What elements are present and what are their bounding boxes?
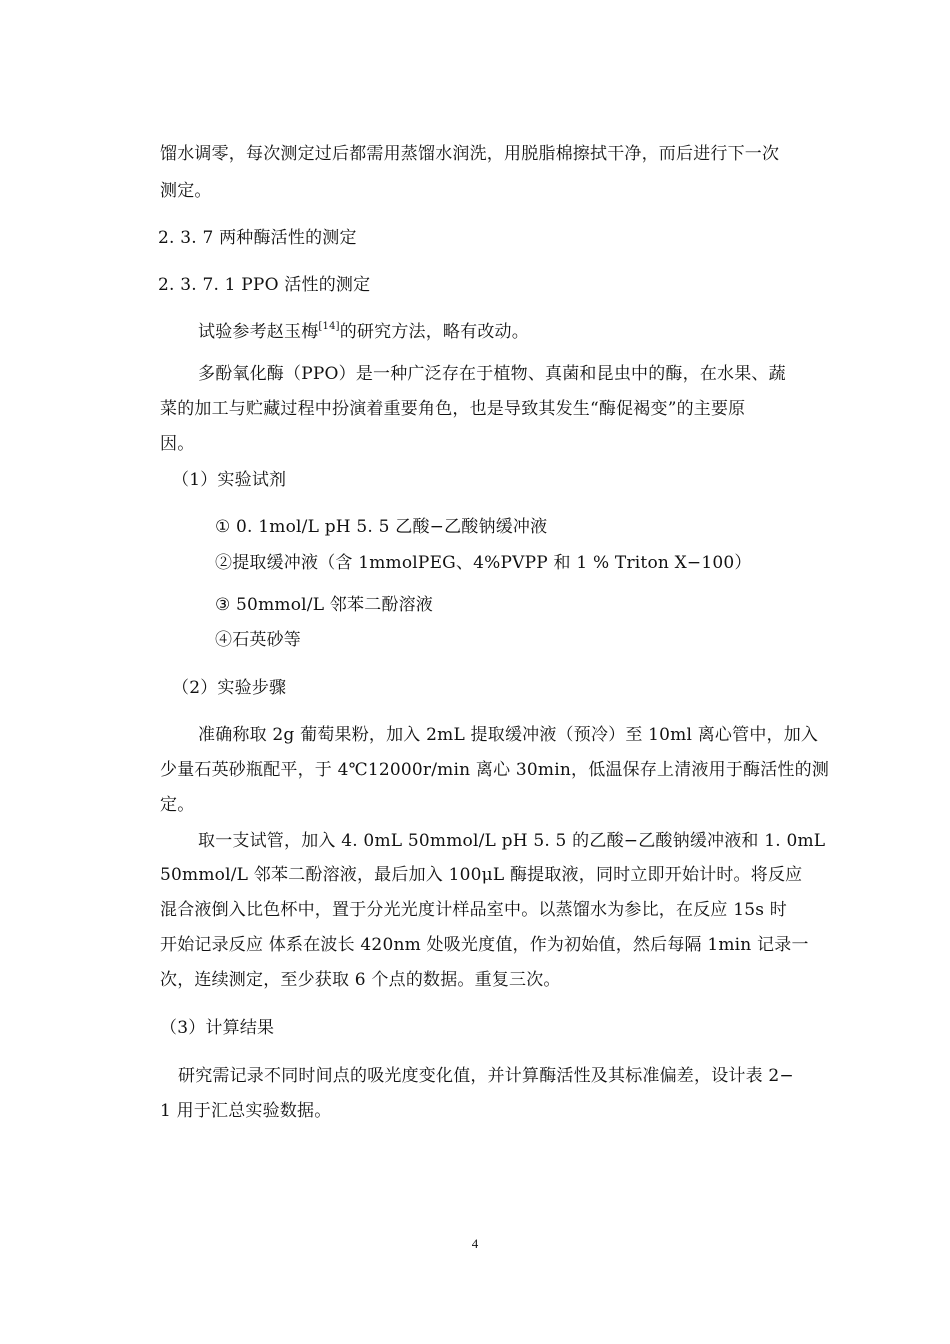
reference-sentence — [198, 321, 529, 342]
body-text-line: 菜的加工与贮藏过程中扮演着重要角色，也是导致其发生“酶促褐变”的主要原 — [160, 399, 746, 419]
body-text-line: 50mmol/L 邻苯二酚溶液，最后加入 100μL 酶提取液，同时立即开始计时。将反应 — [160, 865, 803, 885]
reagent-item-4: ④石英砂等 — [215, 630, 301, 650]
reference-text: 试验参考赵玉梅 — [198, 322, 319, 342]
body-text-line: 准确称取 2g 葡萄果粉，加入 2mL 提取缓冲液（预冷）至 10ml 离心管中，加入 — [198, 725, 819, 745]
body-text-line: 少量石英砂瓶配平，于 4℃12000r/min 离心 30min，低温保存上清液用于酶活性的测 — [160, 760, 830, 780]
body-text-line: 定。 — [160, 795, 195, 815]
citation-superscript: [14] — [318, 321, 340, 332]
body-text-line: 测定。 — [160, 181, 212, 201]
body-text-line: 1 用于汇总实验数据。 — [160, 1101, 332, 1121]
reagent-item-3: ③ 50mmol/L 邻苯二酚溶液 — [215, 595, 434, 615]
page-number: 4 — [471, 1236, 479, 1251]
list-heading-steps: （2）实验步骤 — [172, 678, 287, 698]
reagent-item-2: ②提取缓冲液（含 1mmolPEG、4%PVPP 和 1 % Triton X−100） — [215, 553, 752, 573]
body-text-line: 次，连续测定，至少获取 6 个点的数据。重复三次。 — [160, 970, 561, 990]
section-heading-2-3-7: 2. 3. 7 两种酶活性的测定 — [158, 228, 357, 248]
body-text-line: 因。 — [160, 434, 195, 454]
reference-text-end: 的研究方法，略有改动。 — [339, 322, 529, 342]
list-heading-results: （3）计算结果 — [160, 1018, 275, 1038]
body-text-line: 开始记录反应 体系在波长 420nm 处吸光度值，作为初始值，然后每隔 1min 记录一 — [160, 935, 809, 955]
subsection-heading-2-3-7-1: 2. 3. 7. 1 PPO 活性的测定 — [158, 275, 371, 295]
body-text-line: 混合液倒入比色杯中，置于分光光度计样品室中。以蒸馏水为参比，在反应 15s 时 — [160, 900, 787, 920]
body-text-line: 取一支试管，加入 4. 0mL 50mmol/L pH 5. 5 的乙酸−乙酸钠缓冲液和 1. 0mL — [198, 831, 826, 851]
reagent-item-1: ① 0. 1mol/L pH 5. 5 乙酸−乙酸钠缓冲液 — [215, 517, 548, 537]
body-text-line: 多酚氧化酶（PPO）是一种广泛存在于植物、真菌和昆虫中的酶，在水果、蔬 — [198, 364, 786, 384]
list-heading-reagents: （1）实验试剂 — [172, 470, 287, 490]
body-text-line: 研究需记录不同时间点的吸光度变化值，并计算酶活性及其标准偏差，设计表 2− — [178, 1066, 794, 1086]
body-text-line: 馏水调零，每次测定过后都需用蒸馏水润洗，用脱脂棉擦拭干净，而后进行下一次 — [160, 144, 780, 164]
